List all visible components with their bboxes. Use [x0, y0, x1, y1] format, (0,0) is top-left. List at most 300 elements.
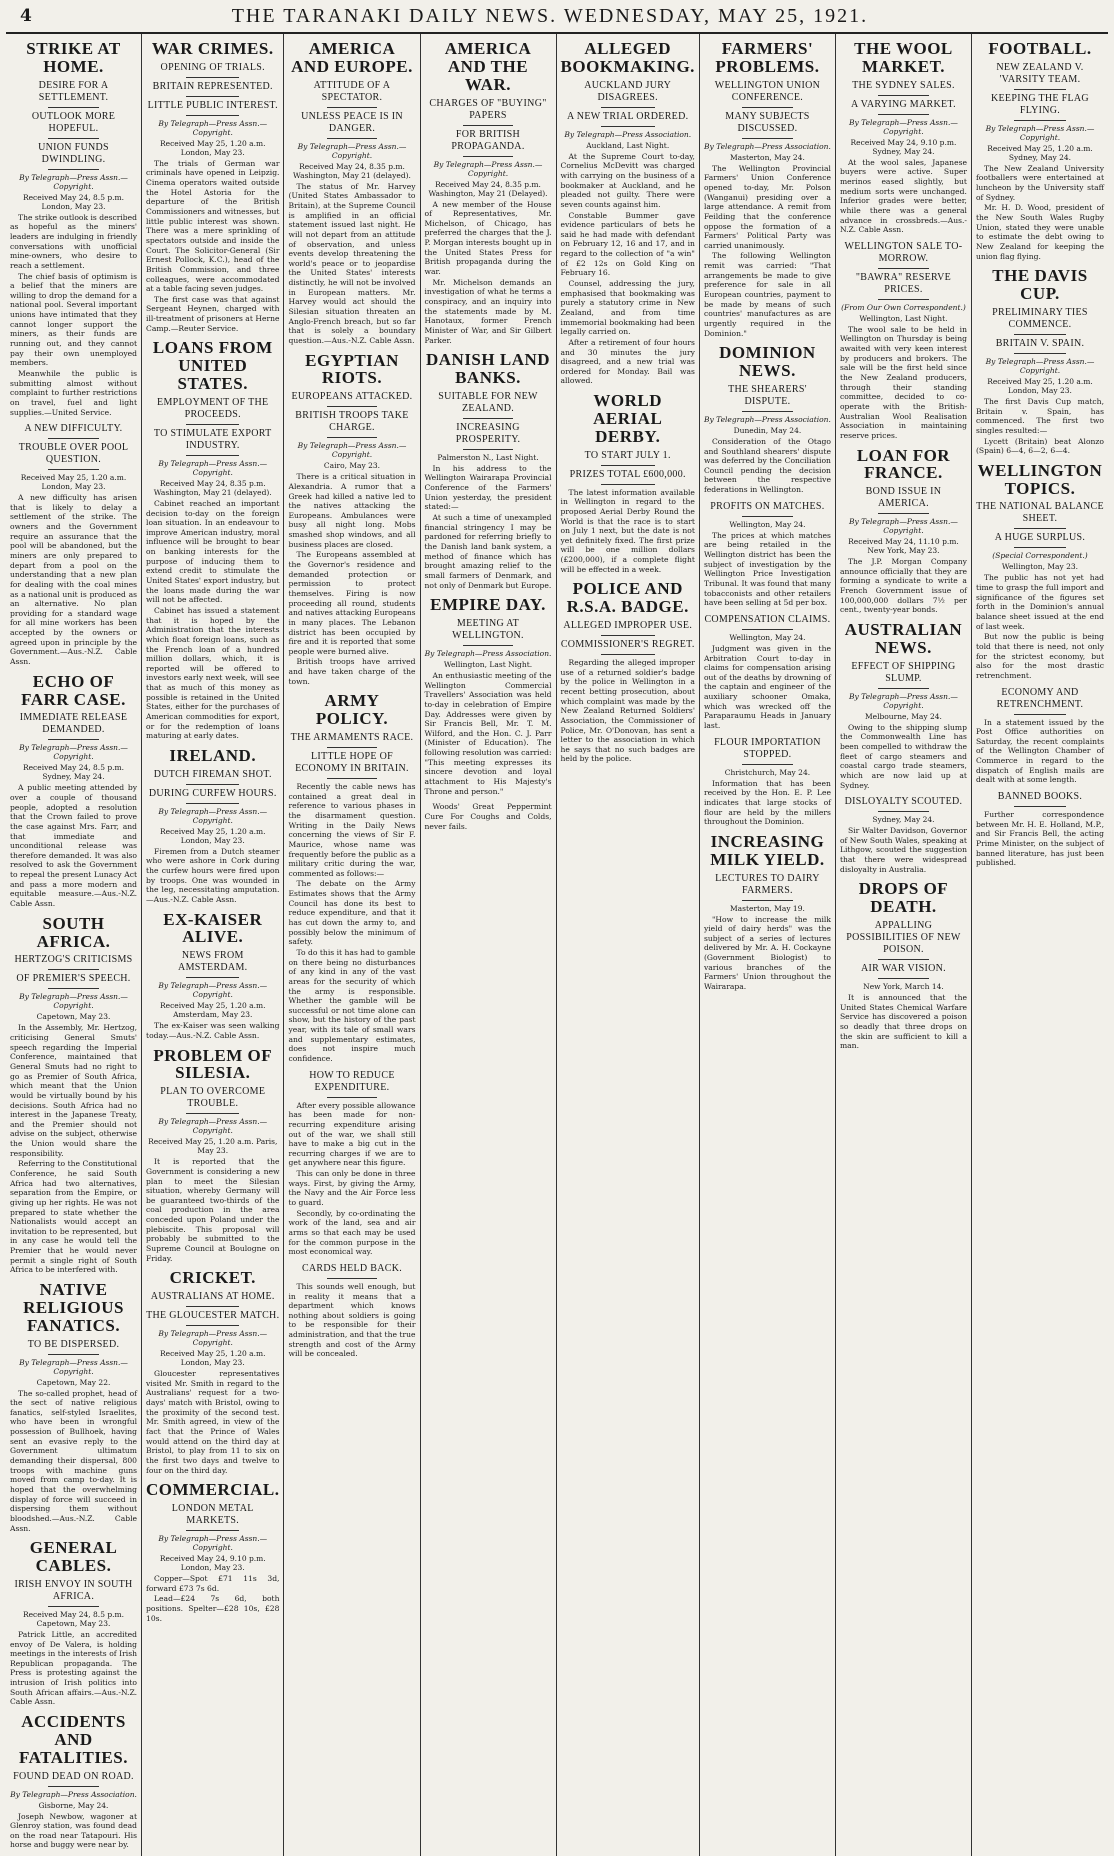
byline: (From Our Own Correspondent.) — [841, 302, 966, 312]
byline: By Telegraph—Press Assn.—Copyright. — [158, 1117, 268, 1136]
subheading: ATTITUDE OF A SPECTATOR. — [313, 79, 391, 103]
dateline: Capetown, May 23. — [36, 1012, 111, 1022]
article-paragraph: In the Assembly, Mr. Hertzog, criticising General Smuts' speech regarding the Imperial Conference, maintained that General Smuts had no right to go as Premier of South Africa, which meant that the Union would be virtually bound by his decisions. South Africa had no interest in the Japanese Treaty, and the Premier should not advise on the subject, otherwise the Union would share the responsibility. — [10, 1023, 138, 1158]
divider — [742, 107, 793, 108]
byline: By Telegraph—Press Assn.—Copyright. — [985, 356, 1095, 375]
article — [561, 40, 695, 386]
subheading: EUROPEANS ATTACKED. — [291, 391, 413, 403]
dateline: Wellington, Last Night. — [443, 660, 533, 669]
article — [704, 614, 831, 731]
subheading: IRISH ENVOY IN SOUTH AFRICA. — [14, 1578, 133, 1602]
divider — [327, 138, 378, 139]
dateline: Wellington, May 23. — [1001, 562, 1079, 572]
divider — [186, 455, 239, 456]
article-paragraph: The first case was that against Sergeant Heynen, charged with ill-treatment of prisoners at Herne Camp.—Reuter Service. — [146, 294, 280, 333]
divider — [601, 635, 655, 636]
article-paragraph: But now the public is being told that there is need, not only for the strictest economy, but also for the most drastic retrenchment. — [975, 632, 1104, 680]
column-6 — [700, 34, 836, 1856]
dateline: Received May 24, 8.35 p.m. Washington, May 21 (Delayed). — [428, 179, 548, 198]
byline: By Telegraph—Press Assn.—Copyright. — [985, 123, 1095, 142]
article — [704, 737, 831, 827]
subheading: CARDS HELD BACK. — [301, 1262, 403, 1274]
article — [704, 501, 831, 608]
subheading: FLOUR IMPORTATION STOPPED. — [714, 736, 821, 760]
divider — [327, 747, 378, 748]
article — [561, 392, 695, 574]
subheading: "BAWRA" RESERVE PRICES. — [855, 271, 952, 295]
article-paragraph: To do this it has had to gamble on there being no disturbances of any kind in any of the vast areas for the security of which the army is responsible. Whether the gamble will be successful or not time alone can show, but the history of the past year, with its tale of small wars and supplementary estimates, does not inspire much confidence. — [288, 947, 416, 1063]
headline: CRICKET. — [169, 1268, 256, 1288]
headline: POLICE AND R.S.A. BADGE. — [566, 579, 689, 617]
headline: LOANS FROM UNITED STATES. — [152, 338, 273, 394]
headline: INCREASING MILK YIELD. — [710, 831, 825, 869]
divider — [327, 437, 378, 438]
subheading: DURING CURFEW HOURS. — [148, 787, 277, 799]
byline: By Telegraph—Press Association. — [704, 414, 831, 424]
divider — [186, 424, 239, 425]
article-paragraph: The prices at which matches are being retailed in the Wellington district has been the subject of investigation by the Wellington Price Investigation Tribunal. It was found that many tobacconists and other retailers have been selling at 5d per box. — [703, 530, 831, 608]
dateline: Received May 24, 9.10 p.m. London, May 23. — [159, 1554, 266, 1573]
article-paragraph: British troops have arrived and have taken charge of the town. — [288, 657, 416, 686]
article-paragraph: Lead—£24 7s 6d, both positions. Spelter—£28 10s, £28 10s. — [146, 1594, 280, 1623]
article — [288, 40, 415, 346]
byline: By Telegraph—Press Assn.—Copyright. — [158, 118, 268, 137]
article-paragraph: After a retirement of four hours and 30 minutes the jury disagreed, and a new trial was ordered for Monday. Bail was allowed. — [560, 337, 695, 386]
dateline: Melbourne, May 24. — [864, 711, 942, 721]
article-paragraph: In a statement issued by the Post Office authorities on Saturday, the recent complaints of the Wellington Chamber of Commerce in regard to the dispatch of English mails are dealt with at some length. — [975, 717, 1104, 785]
divider — [48, 988, 99, 989]
article-paragraph: Gloucester representatives visited Mr. Smith in regard to the Australians' request for a two-days' match with Bristol, owing to the proximity of the second test. Mr. Smith agreed, in view of the fact that the Prince of Wales would attend on the third day at Bristol, to play from 11 to six on the first two days and twelve to four on the third day. — [146, 1369, 280, 1475]
divider — [742, 900, 793, 901]
byline: By Telegraph—Press Association. — [704, 141, 831, 151]
headline: COMMERCIAL. — [146, 1480, 280, 1500]
headline: IRELAND. — [169, 745, 257, 765]
article-paragraph: The ex-Kaiser was seen walking today.—Aus.-N.Z. Cable Assn. — [146, 1021, 280, 1040]
byline: By Telegraph—Press Assn.—Copyright. — [19, 1357, 128, 1376]
subheading: DUTCH FIREMAN SHOT. — [153, 768, 272, 780]
subheading: MANY SUBJECTS DISCUSSED. — [725, 110, 810, 134]
subheading: TO BE DISPERSED. — [27, 1338, 120, 1350]
divider — [463, 156, 514, 157]
article-paragraph: At the wool sales, Japanese buyers were active. Super merinos eased slightly, but medium sorts were unchanged. Inferior grades were better, while there was a general advance in crossbreds.—Aus.-N.Z. Cable Assn. — [839, 157, 967, 235]
subheading: FOUND DEAD ON ROAD. — [13, 1770, 134, 1782]
subheading: OF PREMIER'S SPEECH. — [16, 973, 131, 985]
article-paragraph: The Wellington Provincial Farmers' Union Conference opened to-day, Mr. Polson (Wanganui) presiding over a large attendance. A remit from Feilding that the conference oppose the formation of a Farmers' Political Party was carried unanimously. — [703, 163, 831, 250]
subheading: BANNED BOOKS. — [997, 791, 1083, 802]
dateline: Masterton, May 19. — [730, 903, 805, 913]
divider — [878, 688, 929, 689]
subheading: CHARGES OF "BUYING" PAPERS — [429, 97, 547, 121]
article-paragraph: Consideration of the Otago and Southland shearers' dispute was deferred by the Conciliation Council pending the decision between the respective federations in Wellington. — [703, 436, 831, 495]
subheading: A NEW TRIAL ORDERED. — [567, 110, 689, 122]
article-paragraph: Mr. H. D. Wood, president of the New South Wales Rugby Union, stated they were unable to estimate the debt owing to New Zealand for keeping the union flag flying. — [975, 203, 1104, 261]
divider — [186, 1325, 239, 1326]
headline: THE DAVIS CUP. — [992, 266, 1088, 304]
byline: By Telegraph—Press Assn.—Copyright. — [433, 159, 543, 178]
headline: ARMY POLICY. — [315, 691, 389, 729]
byline: By Telegraph—Press Assn.—Copyright. — [158, 458, 268, 477]
article — [288, 1263, 415, 1359]
article — [704, 40, 831, 338]
divider — [601, 107, 655, 108]
divider — [186, 977, 239, 978]
subheading: AIR WAR VISION. — [860, 963, 946, 975]
divider — [48, 169, 99, 170]
article-paragraph: "How to increase the milk yield of dairy herds" was the subject of a series of lectures delivered by Mr. A. H. Cockayne (Government Biologist) to various branches of the Farmers' Union throughout the Wairarapa. — [703, 914, 831, 992]
article — [976, 791, 1104, 868]
article-paragraph: Cabinet reached an important decision to-day on the foreign loan situation. In an endeavour to improve American industry, moral influence will be brought to bear on banking interests for the purpose of inducing them to extend credit to stimulate the United States' export industry, but the loans made during the war will not be affected. — [146, 498, 280, 605]
divider — [48, 739, 99, 740]
divider — [878, 95, 929, 96]
article — [288, 352, 415, 687]
article-paragraph: Mr. Michelson demands an investigation of what he terms a conspiracy, and an inquiry into the statements made by M. Hanotaux, former French Minister of War, and Sir Gilbert Parker. — [424, 277, 552, 345]
article-paragraph: An enthusiastic meeting of the Wellington Commercial Travellers' Association was held to-day in celebration of Empire Day. Addresses were given by Sir Francis Bell, Mr. T. M. Wilford, and the Hon. C. J. Parr (Minister of Education). The following resolution was carried: "This meeting expresses its sincere devotion and loyal attachment to His Majesty's Throne and person." — [424, 671, 552, 796]
subheading: EFFECT OF SHIPPING SLUMP. — [851, 660, 956, 684]
subheading: OPENING OF TRIALS. — [160, 61, 265, 73]
divider — [878, 114, 929, 115]
divider — [48, 138, 99, 139]
dateline: Received May 25, 1.20 a.m. London, May 23. — [20, 473, 127, 492]
article — [840, 796, 967, 874]
column-1 — [6, 34, 142, 1856]
column-5 — [557, 34, 700, 1856]
dateline: Wellington, May 24. — [729, 519, 806, 529]
subheading: A HUGE SURPLUS. — [994, 532, 1086, 544]
divider — [601, 484, 655, 485]
divider — [601, 465, 655, 466]
dateline: Received May 25, 1.20 a.m. London, May 23. — [159, 1349, 266, 1368]
article-paragraph: Joseph Newbow, wagoner at Glenroy station, was found dead on the road near Tatapouri. His horse and buggy were near by. — [10, 1811, 138, 1850]
dateline: Sydney, May 24. — [872, 815, 935, 825]
subheading: THE NATIONAL BALANCE SHEET. — [976, 501, 1104, 525]
headline: AMERICA AND THE WAR. — [444, 39, 532, 94]
article-paragraph: The trials of German war criminals have opened in Leipzig. Cinema operators waited outside the Hotel Astoria for the departure of the British Commissioners and witnesses, but little public interest was shown. There was a mere sprinkling of spectators outside and inside the Court. The Solicitor-General (Sir Ernest Pollock, K.C.), head of the British Commission, and three colleagues, were accommodated at a table facing seven judges. — [146, 158, 280, 294]
subheading: THE GLOUCESTER MATCH. — [146, 1310, 280, 1322]
article-paragraph: The chief basis of optimism is a belief that the miners are willing to drop the demand for a national pool. Several important unions have intimated that they cannot longer support the miners, as their funds are running out, and they cannot pay their own unemployed members. — [10, 271, 138, 368]
subheading: MEETING AT WELLINGTON. — [452, 618, 524, 641]
divider — [1014, 89, 1065, 90]
subheading: IMMEDIATE RELEASE DEMANDED. — [19, 712, 128, 736]
headline: GENERAL CABLES. — [29, 1538, 118, 1576]
dateline: Christchurch, May 24. — [724, 767, 811, 777]
subheading: COMMISSIONER'S REGRET. — [560, 639, 695, 651]
divider — [327, 1097, 378, 1098]
columns — [6, 34, 1108, 1850]
divider — [186, 115, 239, 116]
article-paragraph: This sounds well enough, but in reality it means that a department which knows nothing about soldiers is going to be responsible for their administration, and that the true strength and cost of the Army will be concealed. — [288, 1281, 416, 1359]
dateline: Received May 24, 8.5 p.m. Sydney, May 24. — [22, 763, 125, 782]
dateline: Received May 24, 11.10 p.m. New York, May 23. — [848, 537, 959, 556]
article-paragraph: Firemen from a Dutch steamer who were ashore in Cork during the curfew hours were fired upon by troops. One was wounded in the leg, necessitating amputation.—Aus.-N.Z. Cable Assn. — [146, 846, 280, 904]
article-paragraph: Judgment was given in the Arbitration Court to-day in claims for compensation arising out of the deaths by drowning of the captain and engineer of the auxiliary schooner Omaka, which was wrecked off the Paraparaumu Heads in January last. — [703, 643, 831, 730]
divider — [878, 268, 929, 269]
headline: NATIVE RELIGIOUS FANATICS. — [23, 1280, 124, 1335]
article-paragraph: Regarding the alleged improper use of a returned soldier's badge by the police in Wellington in a recent betting prosecution, about which complaint was made by the New Zealand Returned Soldiers' Association, the Commissioner of Police, Mr. O'Donovan, has sent a letter to the association in which he says that no such badges are held by the police. — [560, 658, 695, 764]
article-paragraph: At such a time of unexampled financial stringency I may be pardoned for referring briefly to the Danish land bank system, a method of finance which has brought amazing relief to the small farmers of Denmark, and not only of Denmark but Europe. — [424, 513, 552, 590]
byline: By Telegraph—Press Association. — [424, 649, 552, 658]
article — [146, 40, 279, 333]
article-paragraph: Meanwhile the public is submitting almost without complaint to further restrictions on travel, fuel and light supplies.—United Service. — [10, 368, 138, 417]
subheading: EMPLOYMENT OF THE PROCEEDS. — [157, 396, 269, 420]
divider — [186, 1306, 239, 1307]
article-paragraph: In his address to the Wellington Wairarapa Provincial Conference of the Farmers' Union yesterday, the president stated:— — [424, 463, 552, 512]
article-paragraph: The public has not yet had time to grasp the full import and significance of the figures set forth in the Dominion's annual balance sheet issued at the end of last week. — [975, 573, 1104, 631]
article-paragraph: Owing to the shipping slump the Commonwealth Line has been compelled to withdraw the fleet of cargo steamers and coastal cargo trade steamers, which are now laid up at Sydney. — [839, 722, 967, 790]
dateline: Received May 25, 1.20 a.m. Sydney, May 24. — [987, 143, 1093, 162]
divider — [186, 784, 239, 785]
article-paragraph: The first Davis Cup match, Britain v. Spain, has commenced. The first two singles resulted:— — [975, 396, 1104, 435]
divider — [327, 1278, 378, 1279]
column-2 — [142, 34, 284, 1856]
subheading: AUCKLAND JURY DISAGREES. — [584, 79, 672, 103]
dateline: New York, March 14. — [863, 982, 944, 992]
article — [704, 344, 831, 495]
column-4 — [421, 34, 557, 1856]
divider — [878, 978, 929, 979]
article-paragraph: Sir Walter Davidson, Governor of New South Wales, speaking at Lithgow, scouted the suggestion that there were widespread disloyalty in Australia. — [839, 826, 967, 874]
headline: EMPIRE DAY. — [430, 595, 546, 615]
divider — [742, 138, 793, 139]
divider — [1014, 334, 1065, 335]
dateline: Gisborne, May 24. — [38, 1800, 109, 1810]
byline: By Telegraph—Press Assn.—Copyright. — [19, 992, 128, 1011]
divider — [186, 77, 239, 78]
article-paragraph: A new difficulty has arisen that is likely to delay a settlement of the strike. The owners and the Government require an assurance that the pool will be abandoned, but the miners are only prepared to depart from a pool on the understanding that a new plan for dealing with the coal mines as a national unit is produced as an alternative. No plan providing for a standard wage for all mine workers has been accepted by the owners or agreed upon in principle by the Government.—Aus.-N.Z. Cable Assn. — [10, 493, 138, 667]
headline: DOMINION NEWS. — [719, 343, 816, 381]
article — [10, 40, 137, 417]
article — [10, 423, 137, 667]
divider — [1014, 547, 1065, 548]
divider — [186, 1113, 239, 1114]
divider — [742, 411, 793, 412]
byline: (Special Correspondent.) — [992, 551, 1088, 561]
article — [840, 40, 967, 235]
article — [704, 833, 831, 992]
headline: SOUTH AFRICA. — [36, 913, 111, 951]
subheading: THE ARMAMENTS RACE. — [290, 732, 414, 744]
divider — [48, 469, 99, 470]
article — [976, 40, 1104, 261]
article-paragraph: The wool sale to be held in Wellington on Thursday is being awaited with very keen interest by producers and brokers. The sale will be the first held since the New Zealand producers, through their standing committee, decided to co-operate with the British-Australian Wool Realisation Association in maintaining reserve prices. — [839, 324, 967, 440]
dateline: Received May 25, 1.20 a.m. London, May 23. — [159, 826, 266, 845]
subheading: LECTURES TO DAIRY FARMERS. — [715, 872, 820, 896]
subheading: THE SHEARERS' DISPUTE. — [728, 383, 807, 407]
subheading: THE SYDNEY SALES. — [852, 79, 955, 91]
byline: By Telegraph—Press Assn.—Copyright. — [849, 517, 958, 536]
subheading: WELLINGTON UNION CONFERENCE. — [714, 79, 821, 103]
subheading: BRITISH TROOPS TAKE CHARGE. — [295, 410, 409, 434]
article-paragraph: Woods' Great Peppermint Cure For Coughs and Colds, never fails. — [424, 802, 552, 831]
article — [976, 462, 1104, 681]
article-paragraph: Information that has been received by the Hon. E. P. Lee indicates that large stocks of flour are held by the millers throughout the Dominion. — [703, 778, 831, 827]
divider — [327, 406, 378, 407]
article-paragraph: The Europeans assembled at the Governor's residence and demanded protection or permission to protect themselves. Firing is now proceeding all round, students and natives attacking Europeans in many places. The Lebanon district has been occupied by fire and it is reported that some people were burned alive. — [288, 550, 416, 656]
headline: STRIKE AT HOME. — [26, 39, 121, 76]
subheading: BRITAIN REPRESENTED. — [152, 80, 273, 92]
article-paragraph: This can only be done in three ways. First, by giving the Army, the Navy and the Air Force less to guard. — [288, 1169, 416, 1208]
dateline: Auckland, Last Night. — [586, 140, 670, 150]
byline: By Telegraph—Press Assn.—Copyright. — [158, 1329, 268, 1348]
article — [840, 447, 967, 616]
subheading: LONDON METAL MARKETS. — [171, 1503, 254, 1527]
divider — [463, 449, 514, 450]
subheading: LITTLE PUBLIC INTEREST. — [147, 99, 278, 111]
subheading: HOW TO REDUCE EXPENDITURE. — [309, 1069, 395, 1093]
article-paragraph: Cabinet has issued a statement that it is hoped by the Administration that the interests which float foreign loans, such as the French loan of a hundred million dollars, which, it is reported will be offered to investors early next week, will see that as much of this money as possible is retained in the United States, either for the purchases of American commodities for export, or for the redemption of loans maturing at early dates. — [146, 605, 280, 741]
article — [976, 267, 1104, 456]
divider — [878, 299, 929, 300]
divider — [878, 513, 929, 514]
byline: By Telegraph—Press Association. — [564, 129, 692, 139]
article — [146, 747, 279, 905]
article-paragraph: Lycett (Britain) beat Alonzo (Spain) 6—4, 6—2, 6—4. — [975, 436, 1104, 456]
divider — [463, 125, 514, 126]
divider — [742, 629, 793, 630]
divider — [742, 764, 793, 765]
subheading: NEWS FROM AMSTERDAM. — [178, 950, 248, 974]
headline: AUSTRALIAN NEWS. — [844, 620, 963, 657]
byline: By Telegraph—Press Assn.—Copyright. — [19, 172, 128, 191]
byline: By Telegraph—Press Association. — [10, 1789, 137, 1799]
article-paragraph: The status of Mr. Harvey (United States Ambassador to Britain), at the Supreme Council is amplified in an official statement issued last night. He will not depart from an attitude of observation, and unless events develop threatening the world's peace or to jeopardise the United States' interests distinctly, he will not be involved in European matters. Mr. Harvey would act should the Silesian situation threaten an Anglo-French breach, but so far that is solely a boundary question.—Aus.-N.Z. Cable Assn. — [288, 181, 416, 345]
subheading: PRIZES TOTAL £600,000. — [569, 468, 686, 480]
subheading: HERTZOG'S CRITICISMS — [14, 954, 133, 966]
subheading: NEW ZEALAND V. 'VARSITY TEAM. — [996, 61, 1084, 85]
dateline: Wellington, May 24. — [729, 632, 806, 642]
article-paragraph: The debate on the Army Estimates shows that the Army Council has done its best to reduce expenditure, and that it has cut down the army to, and possibly below the minimum of safety. — [288, 879, 416, 947]
divider — [1014, 714, 1065, 715]
column-7 — [836, 34, 972, 1856]
subheading: DESIRE FOR A SETTLEMENT. — [38, 79, 109, 103]
headline: EGYPTIAN RIOTS. — [305, 350, 399, 388]
dateline: Received May 24, 9.10 p.m. Sydney, May 24. — [850, 137, 957, 156]
subheading: ALLEGED IMPROPER USE. — [563, 620, 693, 632]
headline: ACCIDENTS AND FATALITIES. — [19, 1711, 128, 1767]
divider — [48, 438, 99, 439]
divider — [463, 418, 514, 419]
dateline: Received May 25, 1.20 a.m. Paris, May 23. — [148, 1137, 278, 1156]
headline: DROPS OF DEATH. — [858, 879, 949, 917]
divider — [601, 126, 655, 127]
subheading: PROFITS ON MATCHES. — [710, 500, 825, 512]
article-paragraph: Secondly, by co-ordinating the work of the land, sea and air arms so that each may be used for the common purpose in the most economical way. — [288, 1208, 416, 1257]
article-paragraph: After every possible allowance has been made for non-recurring expenditure arising out of the war, we shall still have to make a big cut in the recurring charges if we are to get anywhere near this figure. — [288, 1100, 416, 1168]
article-paragraph: Counsel, addressing the jury, emphasised that bookmaking was purely a statutory crime in New Zealand, and from time immemorial bookmaking had been legally carried on. — [560, 279, 695, 337]
divider — [186, 96, 239, 97]
article — [561, 580, 695, 764]
article — [146, 1481, 279, 1623]
headline: FOOTBALL. — [988, 39, 1092, 58]
article — [146, 339, 279, 741]
masthead-title: THE TARANAKI DAILY NEWS. WEDNESDAY, MAY 25, 1921. — [231, 4, 869, 27]
subheading: UNLESS PEACE IS IN DANGER. — [301, 110, 403, 134]
headline: WAR CRIMES. — [151, 39, 274, 58]
article — [840, 621, 967, 790]
article — [425, 351, 552, 590]
dateline: Received May 24, 8.5 p.m. Capetown, May 23. — [22, 1609, 125, 1628]
article — [288, 692, 415, 1063]
headline: FARMERS' PROBLEMS. — [715, 39, 820, 76]
article-paragraph: There is a critical situation in Alexandria. A rumor that a Greek had killed a native led to the natives attacking the Europeans. Ambulances were busy all night long. Mobs smashed shop windows, and all business places are closed. — [288, 472, 416, 549]
column-3 — [284, 34, 420, 1856]
divider — [48, 1354, 99, 1355]
article-paragraph: The J.P. Morgan Company announce officially that they are forming a syndicate to write a French Government issue of 100,000,000 dollars 7½ per cent., twenty-year bonds. — [839, 557, 967, 615]
byline: By Telegraph—Press Assn.—Copyright. — [158, 1534, 268, 1553]
dateline: Received May 24, 8.5 p.m. London, May 23. — [22, 192, 125, 211]
article-paragraph: The strike outlook is described as hopeful as the miners' leaders are indulging in friendly conversations with unofficial mine-owners, who desire to reach a settlement. — [10, 212, 138, 270]
dateline: Received May 25, 1.20 a.m. Amsterdam, May 23. — [159, 1001, 266, 1020]
article — [10, 1539, 137, 1707]
article — [10, 1713, 137, 1850]
article-paragraph: At the Supreme Court to-day, Cornelius McDevitt was charged with carrying on the business of a bookmaker at Auckland, and he pleaded not guilty. There were seven counts against him. — [560, 151, 695, 209]
dateline: Received May 25, 1.20 a.m. London, May 23. — [159, 138, 266, 157]
subheading: FOR BRITISH PROPAGANDA. — [451, 128, 525, 152]
subheading: TO STIMULATE EXPORT INDUSTRY. — [153, 427, 272, 451]
article — [288, 1070, 415, 1257]
divider — [1014, 806, 1065, 807]
dateline: Masterton, May 24. — [730, 152, 805, 162]
article-paragraph: Recently the cable news has contained a great deal in reference to various phases in the disarmament question. Writing in the Daily News concerning the views of Sir F. Maurice, whose name was frequently before the public as a military critic during the war, commented as follows:— — [288, 782, 416, 878]
article — [425, 40, 552, 345]
dateline: Cairo, May 23. — [323, 461, 381, 471]
article-paragraph: The New Zealand University footballers were entertained at luncheon by the University staff of Sydney. — [975, 163, 1104, 202]
headline: ECHO OF FARR CASE. — [21, 671, 126, 709]
subheading: SUITABLE FOR NEW ZEALAND. — [438, 390, 538, 414]
divider — [327, 778, 378, 779]
headline: THE WOOL MARKET. — [854, 39, 953, 76]
subheading: TO START JULY 1. — [584, 449, 671, 461]
article-paragraph: Patrick Little, an accredited envoy of De Valera, is holding meetings in the interests of Irish Republican propaganda. The Press is protesting against the intrusion of Irish politics into South African affairs.—Aus.-N.Z. Cable Assn. — [10, 1629, 138, 1707]
dateline: Dunedin, May 24. — [733, 425, 802, 435]
byline: By Telegraph—Press Assn.—Copyright. — [158, 981, 268, 1000]
divider — [878, 811, 929, 812]
divider — [48, 107, 99, 108]
article-paragraph: A public meeting attended by over a couple of thousand people, adopted a resolution that the Crown failed to prove the case against Mrs. Farr, and that immediate and unconditional release was therefore demanded. It was also resolved to ask the Government to repeal the present Lunacy Act and pass a more modern and equitable measure.—Aus.-N.Z. Cable Assn. — [10, 783, 138, 909]
article — [10, 915, 137, 1275]
headline: ALLEGED BOOKMAKING. — [560, 39, 695, 76]
subheading: BOND ISSUE IN AMERICA. — [865, 486, 942, 510]
subheading: DISLOYALTY SCOUTED. — [844, 796, 963, 808]
subheading: WELLINGTON SALE TO-MORROW. — [844, 240, 963, 264]
divider — [186, 1530, 239, 1531]
article — [146, 1047, 279, 1264]
dateline: Received May 25, 1.20 a.m. London, May 23. — [987, 376, 1093, 395]
dateline: Capetown, May 22. — [36, 1377, 111, 1387]
column-8 — [972, 34, 1108, 1856]
divider — [327, 107, 378, 108]
divider — [48, 1786, 99, 1787]
article — [840, 880, 967, 1051]
dateline: Wellington, Last Night. — [859, 313, 948, 323]
headline: LOAN FOR FRANCE. — [856, 445, 951, 483]
headline: WORLD AERIAL DERBY. — [593, 391, 663, 446]
article — [976, 687, 1104, 785]
article-paragraph: A new member of the House of Representatives, Mr. Michelson, of Chicago, has preferred the charges that the J. P. Morgan interests bought up in the United States Press for British propaganda during the war. — [424, 199, 552, 277]
divider — [878, 959, 929, 960]
subheading: APPALLING POSSIBILITIES OF NEW POISON. — [846, 920, 961, 956]
subheading: OUTLOOK MORE HOPEFUL. — [31, 110, 116, 134]
byline: By Telegraph—Press Assn.—Copyright. — [849, 691, 958, 710]
headline: AMERICA AND EUROPE. — [291, 39, 413, 76]
article-paragraph: The following Wellington remit was carried: "That arrangements be made to give preference for sale in all European countries, payment to be made by means of such countries' manufactures as are urgently required in the Dominion." — [703, 251, 831, 338]
article-paragraph: It is announced that the United States Chemical Warfare Service has discovered a poison so deadly that three drops on the skin are sufficient to kill a man. — [839, 993, 967, 1051]
article-paragraph: Further correspondence between Mr. H. E. Holland, M.P., and Sir Francis Bell, the acting Prime Minister, on the subject of banned literature, has just been published. — [975, 810, 1104, 868]
divider — [601, 654, 655, 655]
article — [146, 911, 279, 1041]
subheading: AUSTRALIANS AT HOME. — [150, 1291, 275, 1303]
byline: By Telegraph—Press Assn.—Copyright. — [849, 117, 958, 136]
byline: By Telegraph—Press Assn.—Copyright. — [19, 743, 128, 762]
